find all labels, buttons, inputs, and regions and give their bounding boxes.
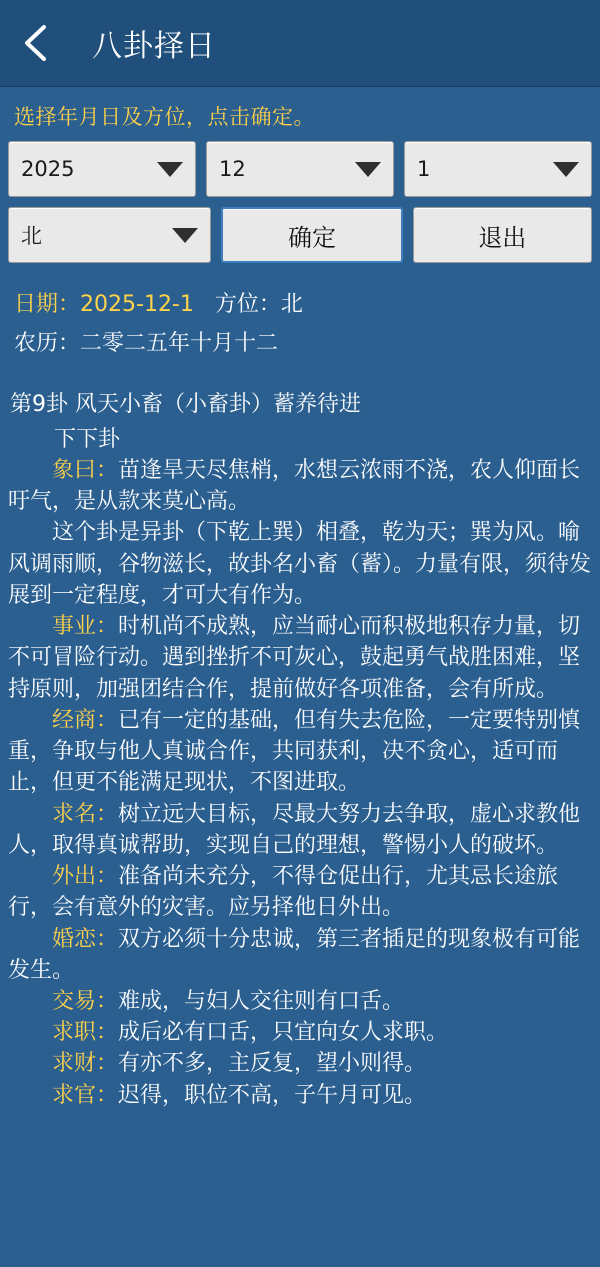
gua-section — [8, 799, 592, 861]
month-select[interactable] — [206, 141, 394, 197]
gua-section-tag: 求名： — [52, 801, 119, 827]
date-value: 2025-12-1 — [80, 292, 194, 317]
gua-section-text: 时机尚不成熟，应当耐心而积极地积存力量，切不可冒险行动。遇到挫折不可灰心，鼓起勇气战胜困难，坚持原则，加强团结合作，提前做好各项准备，会有所成。 — [8, 614, 581, 702]
chevron-down-icon — [172, 228, 198, 243]
year-select[interactable] — [8, 141, 196, 197]
chevron-down-icon — [553, 162, 579, 177]
form-hint: 选择年月日及方位，点击确定。 — [14, 105, 315, 129]
gua-section — [8, 517, 592, 611]
day-select[interactable] — [404, 141, 592, 197]
gua-section — [8, 1017, 592, 1048]
month-select-value: 12 — [219, 157, 246, 181]
year-select-value: 2025 — [21, 157, 75, 181]
direction-label: 方位： — [214, 292, 281, 317]
gua-section — [8, 1048, 592, 1079]
lunar-value: 二零二五年十月十二 — [80, 331, 279, 356]
gua-section — [8, 924, 592, 986]
action-row — [8, 207, 592, 263]
date-selector-row — [8, 141, 592, 197]
lunar-label: 农历： — [14, 331, 81, 356]
gua-section-tag: 求职： — [52, 1020, 119, 1046]
gua-section-text: 迟得，职位不高，子午月可见。 — [118, 1082, 427, 1108]
gua-section-tag: 交易： — [52, 988, 119, 1014]
gua-section-tag: 求官： — [52, 1082, 119, 1108]
gua-section-tag: 婚恋： — [52, 926, 119, 952]
confirm-button[interactable]: 确定 — [221, 207, 402, 263]
gua-section-tag: 事业： — [52, 614, 119, 640]
gua-section-text: 有亦不多，主反复，望小则得。 — [118, 1051, 427, 1077]
direction-select[interactable] — [8, 207, 211, 263]
gua-section-text: 树立远大目标，尽最大努力去争取，虚心求教他人，取得真诚帮助，实现自己的理想，警惕小人的破坏。 — [8, 801, 581, 858]
direction-value: 北 — [280, 292, 303, 317]
back-button[interactable] — [0, 0, 70, 86]
title-bar — [0, 0, 600, 87]
gua-section-text: 苗逢旱天尽焦梢，水想云浓雨不浇，农人仰面长吁气，是从款来莫心高。 — [8, 458, 581, 515]
date-label: 日期： — [14, 292, 81, 317]
chevron-left-icon — [22, 23, 48, 63]
gua-section — [8, 1080, 592, 1111]
gua-section — [8, 705, 592, 799]
gua-heading: 第9卦 风天小畜（小畜卦）蓄养待进 — [10, 392, 361, 417]
gua-section-text: 难成，与妇人交往则有口舌。 — [118, 988, 405, 1014]
gua-section-tag: 外出： — [52, 864, 119, 890]
day-select-value: 1 — [417, 157, 431, 181]
chevron-down-icon — [157, 162, 183, 177]
lunar-line — [14, 326, 588, 357]
exit-button[interactable]: 退出 — [413, 207, 592, 263]
gua-section-text: 这个卦是异卦（下乾上巽）相叠，乾为天；巽为风。喻风调雨顺，谷物滋长，故卦名小畜（蓄）。力量有限，须待发展到一定程度，才可大有作为。 — [8, 520, 592, 608]
gua-section — [8, 455, 592, 517]
gua-section — [8, 986, 592, 1017]
page-title: 八卦择日 — [92, 29, 216, 64]
gua-subheading: 下下卦 — [54, 427, 121, 452]
gua-section-tag: 求财： — [52, 1051, 119, 1077]
gua-section-tag: 象曰： — [52, 458, 119, 483]
gua-section-tag: 经商： — [52, 707, 119, 733]
gua-section-text: 双方必须十分忠诚，第三者插足的现象极有可能发生。 — [8, 926, 581, 983]
direction-select-value: 北 — [21, 224, 42, 248]
chevron-down-icon — [355, 162, 381, 177]
gua-section-text: 已有一定的基础，但有失去危险，一定要特别慎重，争取与他人真诚合作，共同获利，决不贪心，适可而止，但更不能满足现状，不图进取。 — [8, 707, 581, 796]
main-content — [0, 87, 600, 1267]
gua-section-text: 准备尚未充分，不得仓促出行，尤其忌长途旅行，会有意外的灾害。应另择他日外出。 — [8, 864, 559, 921]
result-info — [8, 273, 592, 367]
gua-section — [8, 861, 592, 923]
gua-section-text: 成后必有口舌，只宜向女人求职。 — [118, 1020, 449, 1046]
gua-section — [8, 611, 592, 705]
date-line — [14, 287, 588, 318]
